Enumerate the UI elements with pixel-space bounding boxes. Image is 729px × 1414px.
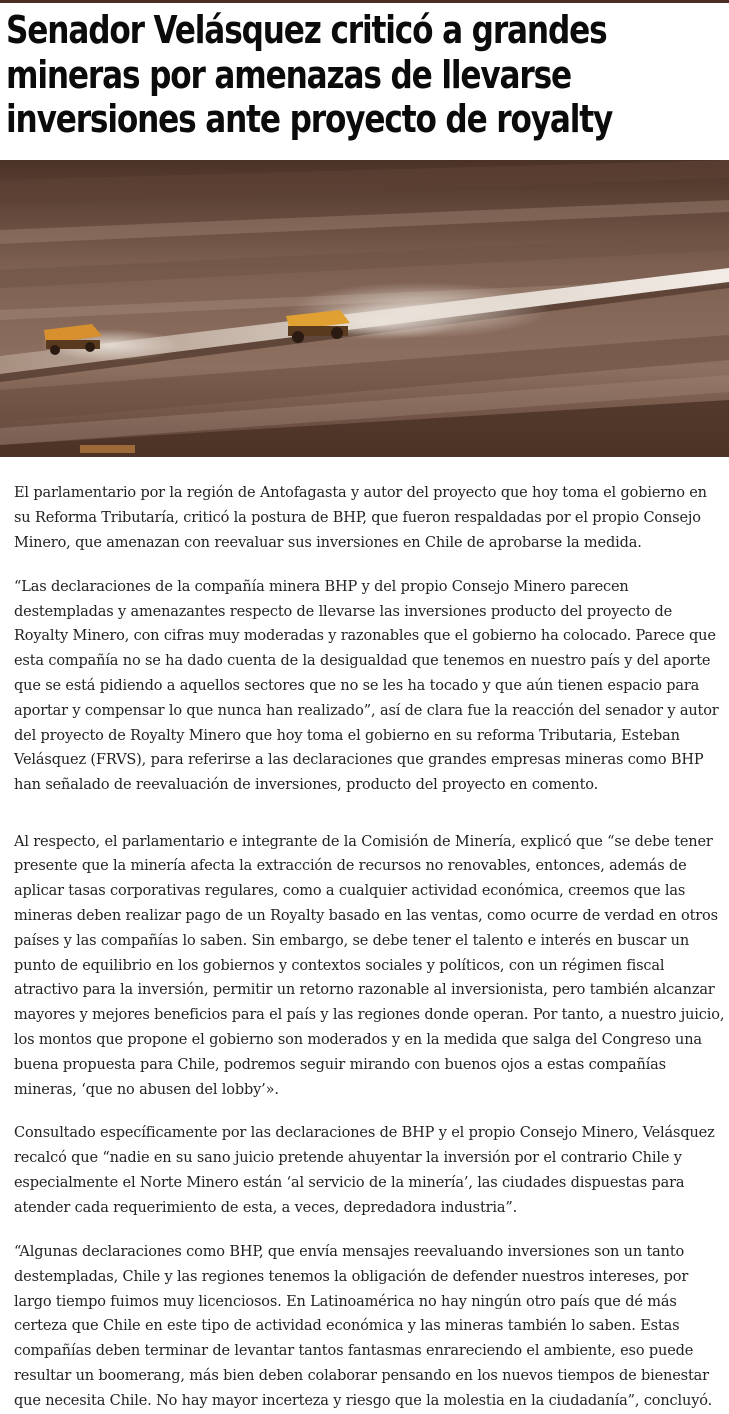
- article-headline: [6, 8, 613, 142]
- article-body: [14, 481, 726, 1414]
- article-paragraph: Consultado específicamente por las declaraciones de BHP y el propio Consejo Minero, Velásquez recalcó que “nadie en su sano juicio pretende ahuyentar la inversión por el contrario Chile y especialmente el Norte Minero están ‘al servicio de la minería’, las ciudades dispuestas para atender cada requerimiento de esta, a veces, depredadora industria”.: [14, 1125, 715, 1216]
- headline-line: Senador Velásquez criticó a grandes: [6, 8, 607, 52]
- headline-line: inversiones ante proyecto de royalty: [6, 97, 613, 141]
- article-paragraph: “Algunas declaraciones como BHP, que envía mensajes reevaluando inversiones son un tanto destempladas, Chile y las regiones tenemos la obligación de defender nuestros intereses, por largo tiempo fuimos muy licenciosos. En Latinoamérica no hay ningún otro país que dé más certeza que Chile en este tipo de actividad económica y las mineras también lo saben. Estas compañías deben terminar de levantar tantos fantasmas enrareciendo el ambiente, eso puede resultar un boomerang, más bien deben colaborar pensando en los nuevos tiempos de bienestar que necesita Chile. No hay mayor incerteza y riesgo que la molestia en la ciudadanía”, concluyó.: [14, 1244, 713, 1409]
- article-paragraph: El parlamentario por la región de Antofagasta y autor del proyecto que hoy toma el gobierno en su Reforma Tributaría, criticó la postura de BHP, que fueron respaldadas por el propio Consejo Minero, que amenazan con reevaluar sus inversiones en Chile de aprobarse la medida.: [14, 485, 707, 551]
- mining-trucks-photo: [0, 160, 729, 457]
- article-paragraph: Al respecto, el parlamentario e integrante de la Comisión de Minería, explicó que “se debe tener presente que la minería afecta la extracción de recursos no renovables, entonces, además de aplicar tasas corporativas regulares, como a cualquier actividad económica, creemos que las mineras deben realizar pago de un Royalty basado en las ventas, como ocurre de verdad en otros países y las compañías lo saben. Sin embargo, se debe tener el talento e interés en buscar un punto de equilibrio en los gobiernos y contextos sociales y políticos, con un régimen fiscal atractivo para la inversión, permitir un retorno razonable al inversionista, pero también alcanzar mayores y mejores beneficios para el país y las regiones donde operan. Por tanto, a nuestro juicio, los montos que propone el gobierno son moderados y en la medida que salga del Congreso una buena propuesta para Chile, podremos seguir mirando con buenos ojos a estas compañías mineras, ‘que no abusen del lobby’».: [14, 833, 725, 1098]
- article-paragraph: “Las declaraciones de la compañía minera BHP y del propio Consejo Minero parecen destempladas y amenazantes respecto de llevarse las inversiones producto del proyecto de Royalty Minero, con cifras muy moderadas y razonables que el gobierno ha colocado. Parece que esta compañía no se ha dado cuenta de la desigualdad que tenemos en nuestro país y del aporte que se está pidiendo a aquellos sectores que no se les ha tocado y que aún tienen espacio para aportar y compensar lo que nunca han realizado”, así de clara fue la reacción del senador y autor del proyecto de Royalty Minero que hoy toma el gobierno en su reforma Tributaria, Esteban Velásquez (FRVS), para referirse a las declaraciones que grandes empresas mineras como BHP han señalado de reevaluación de inversiones, producto del proyecto en comento.: [14, 578, 719, 794]
- headline-line: mineras por amenazas de llevarse: [6, 52, 572, 97]
- top-rule: [0, 0, 729, 3]
